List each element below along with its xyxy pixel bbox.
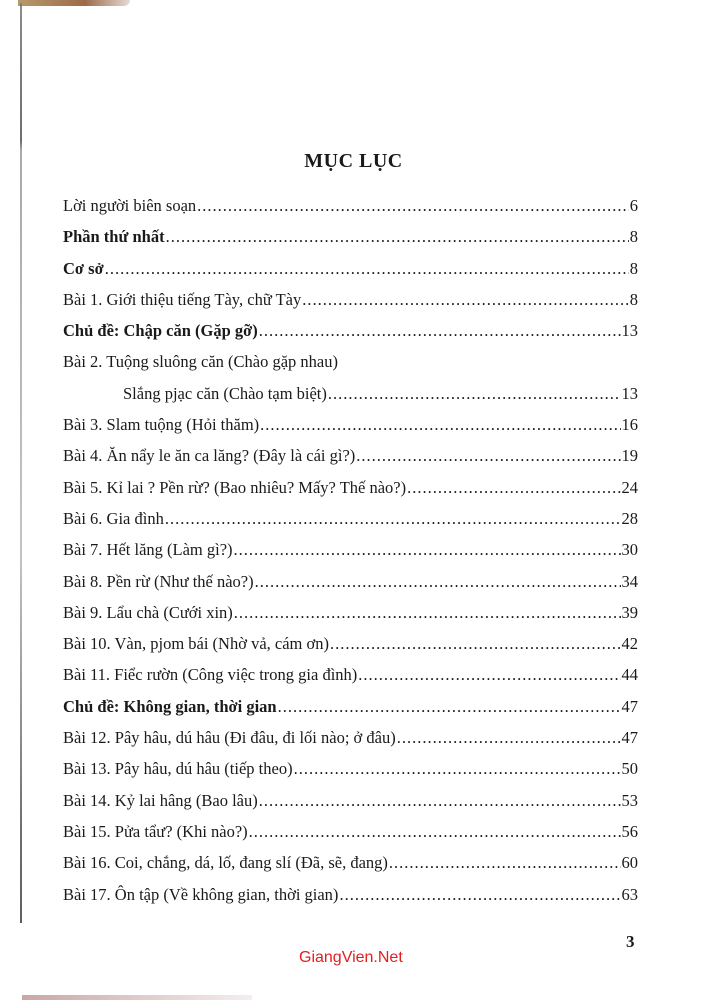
toc-entry-page: 6 (629, 196, 638, 215)
toc-entry (63, 475, 638, 506)
toc-entry-label: Chủ đề: Chập căn (Gặp gỡ) (63, 321, 258, 341)
toc-entry (63, 287, 638, 318)
dot-leader (330, 631, 621, 657)
toc-entry-label: Bài 6. Gia đình (63, 508, 164, 528)
toc-entry-page: 8 (629, 289, 638, 309)
toc-entry-page: 47 (621, 696, 638, 716)
toc-entry-label: Bài 15. Pửa tẩư? (Khi nào?) (63, 821, 248, 841)
dot-leader (407, 475, 620, 501)
toc-entry (63, 318, 638, 349)
toc-entry-page: 30 (621, 540, 638, 560)
toc-entry-label: Chủ đề: Không gian, thời gian (63, 696, 277, 716)
toc-entry-page: 50 (621, 759, 638, 779)
toc-entry-label: Bài 7. Hết lăng (Làm gì?) (63, 540, 233, 560)
toc-entry-label: Bài 17. Ôn tập (Về không gian, thời gian) (63, 884, 339, 904)
dot-leader (328, 381, 621, 407)
toc-entry-label: Lời người biên soạn (63, 196, 197, 215)
dot-leader (278, 694, 621, 720)
dot-leader (234, 537, 621, 563)
toc-entry-label: Bài 4. Ăn nẩy le ăn ca lăng? (Đây là cái gì?) (63, 446, 356, 466)
table-of-contents (63, 193, 638, 913)
toc-entry-page: 44 (621, 665, 638, 685)
toc-entry-label: Bài 3. Slam tuộng (Hỏi thăm) (63, 415, 260, 435)
dot-leader (302, 287, 629, 313)
toc-entry-page: 8 (629, 258, 638, 278)
dot-leader (166, 224, 629, 250)
toc-entry-page: 60 (621, 853, 638, 873)
toc-entry (63, 882, 638, 913)
toc-entry (63, 631, 638, 662)
dot-leader (255, 569, 621, 595)
toc-entry (63, 725, 638, 756)
toc-entry-label: Bài 16. Coi, chắng, dá, lố, đang slí (Đã, sẽ, đang) (63, 853, 388, 873)
toc-entry-page: 13 (621, 321, 638, 341)
toc-entry-page: 34 (621, 571, 638, 591)
toc-entry (63, 412, 638, 443)
toc-entry-page: 19 (621, 446, 638, 466)
toc-entry-page: 24 (621, 477, 638, 497)
toc-entry-label: Phần thứ nhất (63, 227, 165, 247)
toc-entry (63, 662, 638, 693)
toc-entry-page: 16 (621, 415, 638, 435)
page-number: 3 (626, 932, 635, 951)
toc-entry-page: 47 (621, 728, 638, 748)
dot-leader (339, 882, 620, 908)
scan-edge-left (20, 3, 22, 923)
toc-entry-label: Bài 13. Pây hâu, dú hâu (tiếp theo) (63, 759, 293, 779)
scan-edge-top (18, 0, 130, 6)
toc-entry-label: Bài 12. Pây hâu, dú hâu (Đi đâu, đi lối nào; ở đâu) (63, 728, 396, 748)
toc-entry (63, 381, 638, 412)
toc-entry (63, 600, 638, 631)
toc-entry-page: 28 (621, 508, 638, 528)
toc-entry (63, 443, 638, 474)
toc-entry-page: 13 (621, 383, 638, 403)
toc-entry-label: Bài 2. Tuộng sluông căn (Chào gặp nhau) (63, 352, 338, 372)
dot-leader (260, 412, 620, 438)
toc-entry (63, 537, 638, 568)
toc-entry (63, 788, 638, 819)
toc-entry-label: Cơ sở (63, 258, 104, 278)
dot-leader (249, 819, 621, 845)
toc-entry-page: 63 (621, 884, 638, 904)
page-title: MỤC LỤC (304, 150, 403, 173)
toc-entry-label: Bài 5. Kỉ lai ? Pền rừ? (Bao nhiêu? Mấy? Thế nào?) (63, 477, 407, 497)
dot-leader (356, 443, 620, 469)
toc-entry-label: Bài 10. Vàn, pjom bái (Nhờ vả, cám ơn) (63, 634, 329, 654)
toc-entry-page: 39 (621, 602, 638, 622)
dot-leader (197, 193, 629, 219)
scan-edge-bottom (22, 995, 252, 1000)
toc-entry-page: 8 (629, 227, 638, 247)
dot-leader (397, 725, 621, 751)
dot-leader (105, 256, 629, 282)
toc-entry-page: 56 (621, 821, 638, 841)
dot-leader (389, 850, 621, 876)
toc-entry-label: Bài 8. Pền rừ (Như thế nào?) (63, 571, 254, 591)
dot-leader (259, 788, 621, 814)
toc-entry (63, 193, 638, 224)
dot-leader (294, 756, 621, 782)
toc-entry-label: Bài 11. Fiểc rườn (Công việc trong gia đình) (63, 665, 358, 685)
toc-entry-label: Slắng pjạc căn (Chào tạm biệt) (123, 383, 327, 403)
toc-entry (63, 256, 638, 287)
toc-entry-label: Bài 1. Giới thiệu tiếng Tày, chữ Tày (63, 289, 302, 309)
toc-entry (63, 506, 638, 537)
dot-leader (259, 318, 621, 344)
toc-entry (63, 850, 638, 881)
toc-entry (63, 756, 638, 787)
toc-entry (63, 349, 638, 380)
watermark: GiangVien.Net (299, 949, 403, 966)
dot-leader (165, 506, 621, 532)
dot-leader (358, 662, 620, 688)
toc-entry-page: 42 (621, 634, 638, 654)
toc-entry-label: Bài 14. Kỷ lai hâng (Bao lâu) (63, 790, 258, 810)
toc-entry (63, 569, 638, 600)
toc-entry (63, 819, 638, 850)
toc-entry (63, 224, 638, 255)
dot-leader (234, 600, 621, 626)
toc-entry-page: 53 (621, 790, 638, 810)
toc-entry (63, 694, 638, 725)
toc-entry-label: Bài 9. Lẩu chà (Cưới xin) (63, 602, 233, 622)
